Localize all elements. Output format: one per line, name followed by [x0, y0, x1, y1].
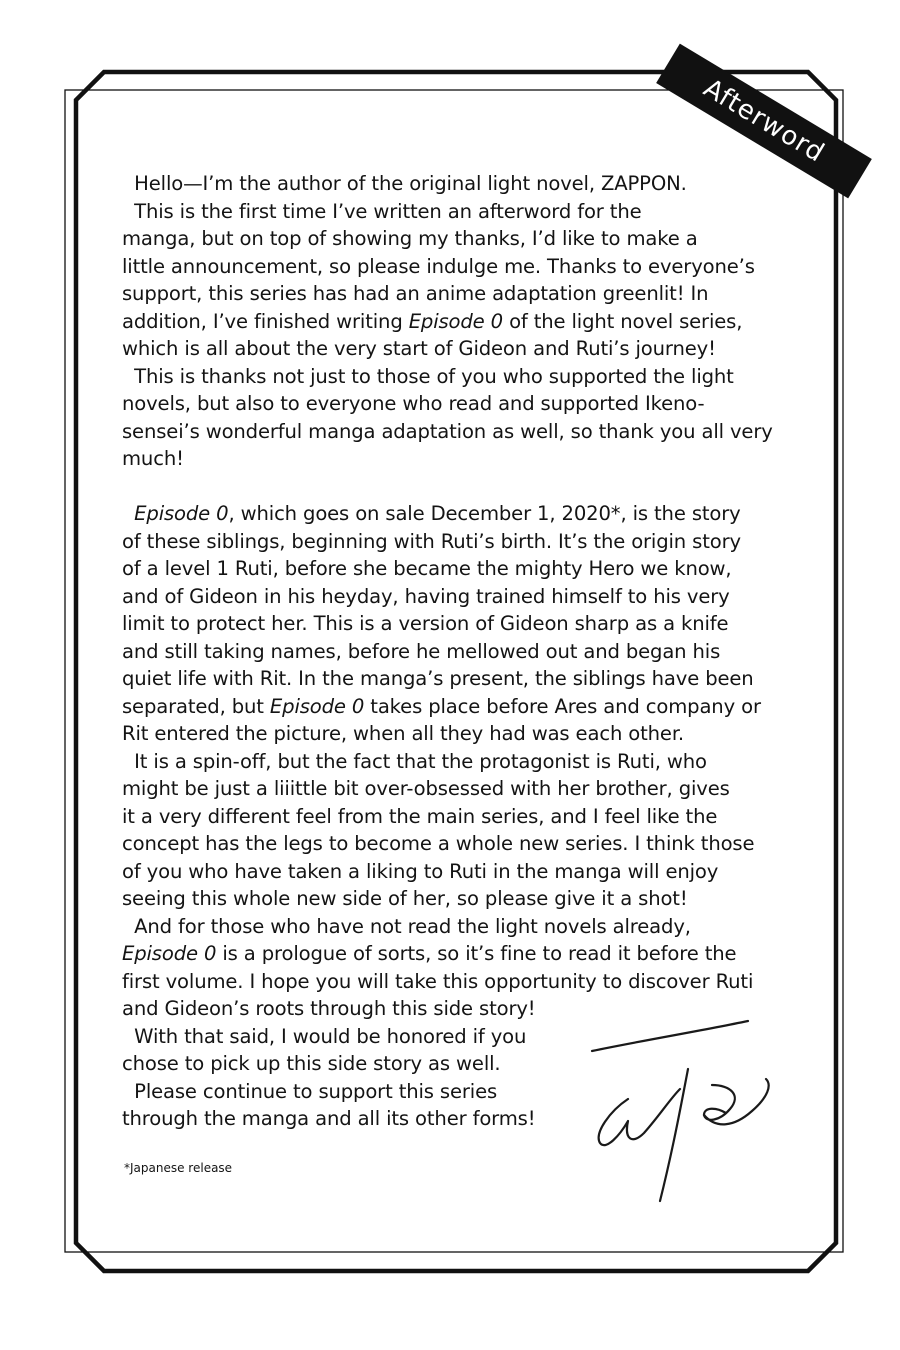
text-line: of a level 1 Ruti, before she became the mighty Hero we know, [122, 557, 732, 580]
text-line: Please continue to support this series [122, 1079, 498, 1103]
author-signature [580, 1015, 780, 1220]
text-line: quiet life with Rit. In the manga’s present, the siblings have been [122, 667, 754, 690]
text-line: novels, but also to everyone who read and supported Ikeno- [122, 392, 705, 415]
text-line: it a very different feel from the main series, and I feel like the [122, 804, 718, 828]
text-line: which is all about the very start of Gideon and Ruti’s journey! [122, 337, 716, 360]
text-line: of you who have taken a liking to Ruti in the manga will enjoy [122, 859, 719, 883]
text-line: limit to protect her. This is a version of Gideon sharp as a knife [122, 612, 729, 635]
text-line: and of Gideon in his heyday, having trained himself to his very [122, 584, 730, 608]
episode-title: Episode 0 [122, 942, 217, 965]
text-line: through the manga and all its other forms! [122, 1107, 536, 1130]
text-line: little announcement, so please indulge me. Thanks to everyone’s [122, 254, 755, 278]
afterword-body [122, 170, 782, 1133]
text-fragment: of the light novel series, [502, 309, 743, 333]
text-line: It is a spin-off, but the fact that the protagonist is Ruti, who [122, 749, 707, 773]
text-fragment: , which goes on sale December 1, 2020*, is the story [228, 502, 741, 525]
text-line: chose to pick up this side story as well. [122, 1052, 501, 1075]
paragraph-gap [122, 473, 782, 501]
text-fragment: separated, but [122, 694, 270, 718]
text-line: might be just a liiittle bit over-obsessed with her brother, gives [122, 777, 730, 800]
text-line: concept has the legs to become a whole new series. I think those [122, 832, 755, 855]
text-line: and Gideon’s roots through this side story! [122, 997, 536, 1020]
afterword-title: Afterword [698, 73, 830, 169]
episode-title: Episode 0 [134, 502, 229, 525]
text-fragment: addition, I’ve finished writing [122, 309, 409, 333]
text-fragment: is a prologue of sorts, so it’s fine to read it before the [216, 942, 737, 965]
text-line: much! [122, 447, 184, 470]
text-line [122, 693, 782, 721]
text-line: seeing this whole new side of her, so please give it a shot! [122, 887, 688, 910]
text-line: first volume. I hope you will take this opportunity to discover Ruti [122, 969, 754, 993]
text-line: manga, but on top of showing my thanks, I’d like to make a [122, 227, 698, 250]
text-line: This is thanks not just to those of you who supported the light [122, 364, 734, 388]
episode-title: Episode 0 [269, 694, 365, 718]
text-line [122, 500, 782, 528]
episode-title: Episode 0 [408, 309, 503, 333]
text-line [122, 940, 782, 968]
text-line: sensei’s wonderful manga adaptation as well, so thank you all very [122, 419, 773, 443]
text-line: of these siblings, beginning with Ruti’s birth. It’s the origin story [122, 529, 741, 553]
text-line: Hello—I’m the author of the original light novel, ZAPPON. [122, 172, 687, 195]
text-line [122, 308, 782, 336]
text-line: And for those who have not read the light novels already, [122, 914, 691, 938]
text-line: support, this series has had an anime adaptation greenlit! In [122, 282, 709, 305]
footnote: *Japanese release [124, 1161, 233, 1175]
text-fragment: takes place before Ares and company or [364, 694, 761, 718]
text-line: This is the first time I’ve written an afterword for the [122, 199, 642, 223]
text-line: and still taking names, before he mellowed out and began his [122, 639, 721, 663]
text-line: With that said, I would be honored if you [122, 1024, 527, 1048]
text-line: Rit entered the picture, when all they had was each other. [122, 722, 685, 745]
